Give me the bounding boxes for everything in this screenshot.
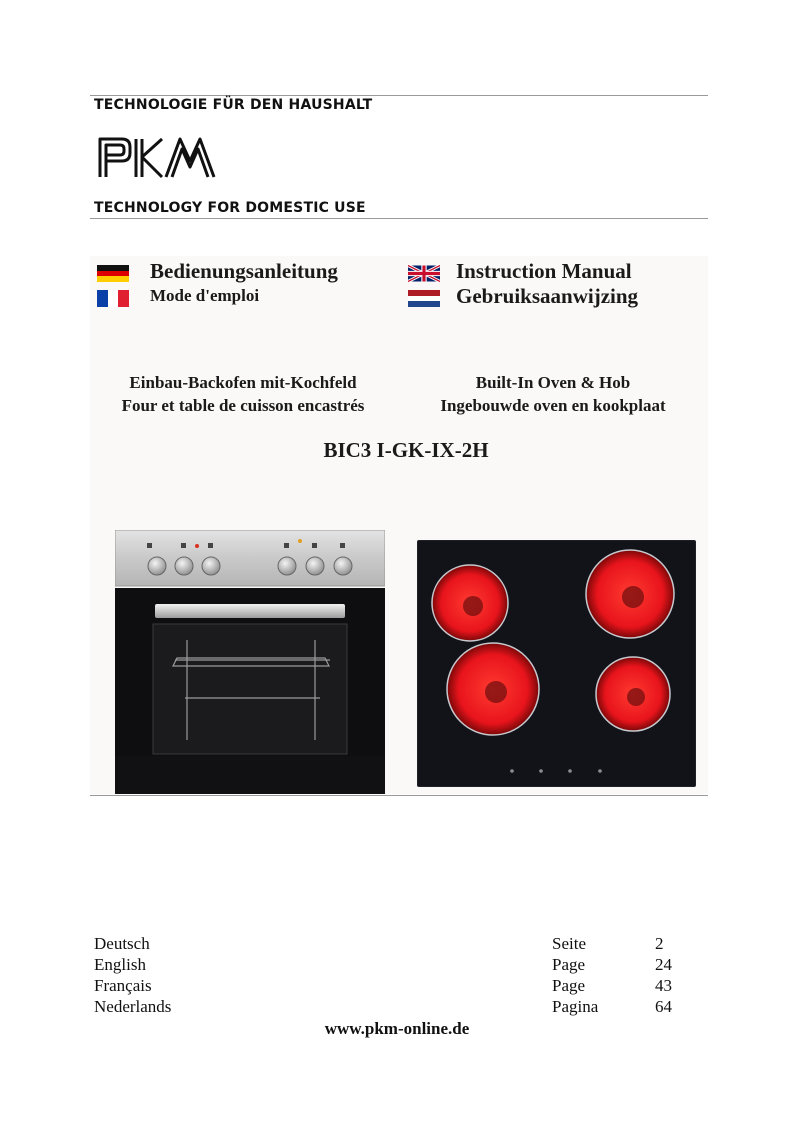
manual-title-fr: Mode d'emploi bbox=[150, 286, 260, 305]
toc-page: 24 bbox=[655, 955, 672, 974]
uk-flag-icon bbox=[408, 265, 440, 282]
table-of-contents bbox=[94, 934, 694, 1018]
oven-image bbox=[115, 530, 385, 794]
toc-page: 43 bbox=[655, 976, 672, 995]
hob-image bbox=[417, 540, 696, 787]
model-number: BIC3 I-GK-IX-2H bbox=[323, 438, 489, 462]
toc-row bbox=[94, 997, 694, 1018]
toc-language: English bbox=[94, 955, 146, 974]
toc-language: Français bbox=[94, 976, 152, 995]
toc-page: 64 bbox=[655, 997, 672, 1016]
toc-label: Pagina bbox=[552, 997, 599, 1016]
de-flag-icon bbox=[97, 265, 129, 282]
website-link[interactable]: www.pkm-online.de bbox=[324, 1019, 470, 1038]
header-rule bbox=[90, 218, 708, 219]
toc-row bbox=[94, 934, 694, 955]
toc-row bbox=[94, 955, 694, 976]
product-desc-nl: Ingebouwde oven en kookplaat bbox=[440, 396, 666, 415]
manual-title-nl: Gebruiksaanwijzing bbox=[456, 284, 639, 308]
product-desc-fr: Four et table de cuisson encastrés bbox=[121, 396, 365, 415]
toc-label: Seite bbox=[552, 934, 586, 953]
toc-row bbox=[94, 976, 694, 997]
nl-flag-icon bbox=[408, 290, 440, 307]
pkm-logo bbox=[96, 135, 218, 179]
toc-page: 2 bbox=[655, 934, 664, 953]
manual-title-en: Instruction Manual bbox=[456, 259, 632, 283]
toc-label: Page bbox=[552, 976, 586, 995]
toc-label: Page bbox=[552, 955, 586, 974]
top-tagline: TECHNOLOGIE FÜR DEN HAUSHALT bbox=[94, 97, 373, 113]
top-rule bbox=[90, 95, 708, 96]
toc-language: Deutsch bbox=[94, 934, 150, 953]
manual-title-de: Bedienungsanleitung bbox=[150, 259, 338, 283]
panel-bottom-rule bbox=[90, 795, 708, 796]
fr-flag-icon bbox=[97, 290, 129, 307]
product-desc-en: Built-In Oven & Hob bbox=[475, 373, 631, 392]
bottom-tagline: TECHNOLOGY FOR DOMESTIC USE bbox=[94, 200, 366, 216]
toc-language: Nederlands bbox=[94, 997, 172, 1016]
product-desc-de: Einbau-Backofen mit-Kochfeld bbox=[129, 373, 357, 392]
